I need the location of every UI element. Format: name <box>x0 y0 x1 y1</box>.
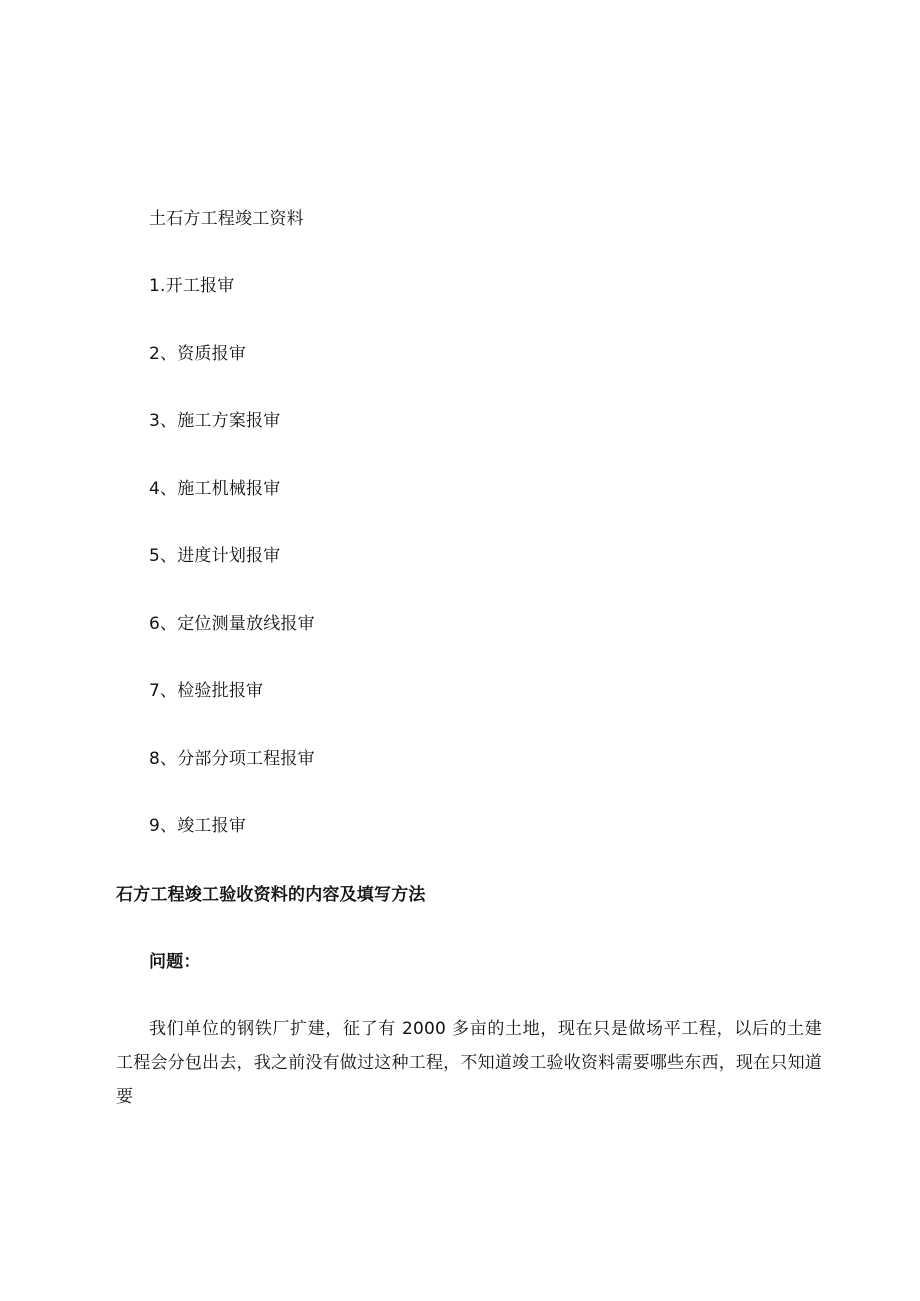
section-heading: 石方工程竣工验收资料的内容及填写方法 <box>116 885 426 905</box>
list-item: 2、资质报审 <box>149 344 247 364</box>
list-item: 8、分部分项工程报审 <box>149 749 315 769</box>
list-item: 4、施工机械报审 <box>149 479 281 499</box>
list-item: 3、施工方案报审 <box>149 411 281 431</box>
document-title: 土石方工程竣工资料 <box>149 209 304 229</box>
question-paragraph: 我们单位的钢铁厂扩建，征了有 2000 多亩的土地，现在只是做场平工程，以后的土建工程会分包出去，我之前没有做过这种工程，不知道竣工验收资料需要哪些东西，现在只知道要 <box>116 1019 822 1107</box>
list-item: 9、竣工报审 <box>149 816 247 836</box>
question-label: 问题： <box>149 952 201 972</box>
list-item: 7、检验批报审 <box>149 681 264 701</box>
list-item: 5、进度计划报审 <box>149 546 281 566</box>
list-item: 1.开工报审 <box>149 276 235 296</box>
list-item: 6、定位测量放线报审 <box>149 614 315 634</box>
